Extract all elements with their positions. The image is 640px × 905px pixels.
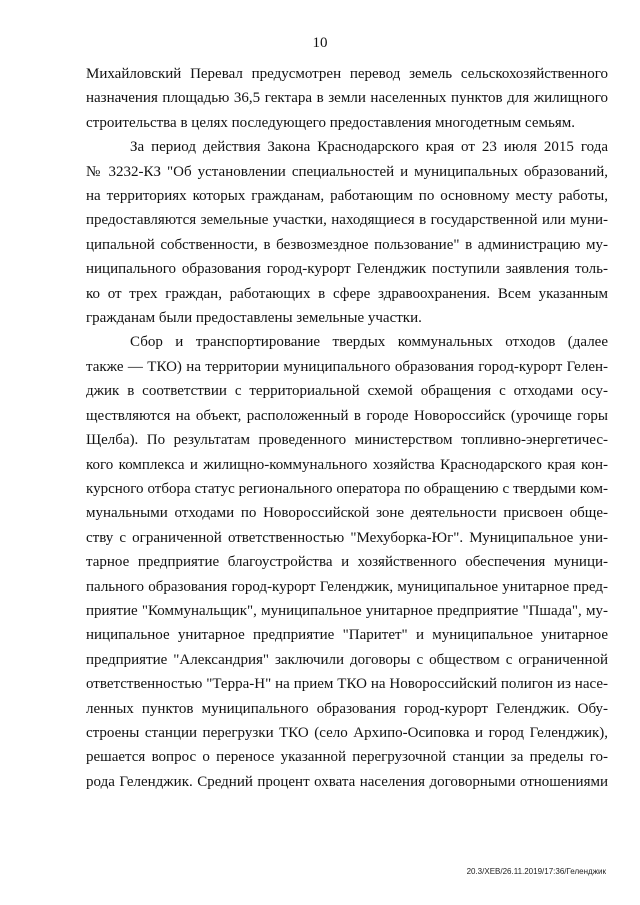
text-line: Щелба). По результатам проведенного министерством топливно-энергетичес- [86,432,608,449]
text-line: на территориях которых гражданам, работающим по основному месту работы, [86,188,608,205]
text-line: джик в соответствии с территориальной схемой обращения с отходами осу- [86,383,608,400]
footer-stamp: 20.3/ХЕВ/26.11.2019/17:36/Геленджик [466,867,606,876]
text-line: пального образования город-курорт Геленджик, муниципальное унитарное пред- [86,578,608,595]
text-line: приятие "Коммунальщик", муниципальное унитарное предприятие "Пшада", му- [86,602,608,619]
text-line: ленных пунктов муниципального образования город-курорт Геленджик. Обу- [86,700,608,717]
text-line: гражданам были предоставлены земельные участки. [86,310,422,327]
text-line: кого комплекса и жилищно-коммунального хозяйства Краснодарского края кон- [86,456,608,473]
text-line: также — ТКО) на территории муниципального образования город-курорт Гелен- [86,358,608,375]
paragraph [86,330,608,794]
text-line: мунальными отходами по Новороссийской зоне деятельности присвоен обще- [86,505,608,522]
text-line: тарное предприятие благоустройства и хозяйственного обеспечения муници- [86,554,608,571]
text-line: ниципальное унитарное предприятие "Паритет" и муниципальное унитарное [86,627,608,644]
text-line: строительства в целях последующего предоставления многодетным семьям. [86,114,576,131]
text-line: предоставляются земельные участки, находящиеся в государственной или муни- [86,212,608,229]
text-line: рода Геленджик. Средний процент охвата населения договорными отношениями [86,773,608,790]
text-line: назначения площадью 36,5 гектара в земли населенных пунктов для жилищного [86,90,608,107]
text-line: строены станции перегрузки ТКО (село Архипо-Осиповка и город Геленджик), [86,724,608,741]
paragraph [86,135,608,330]
text-line: № 3232-КЗ "Об установлении специальностей и муниципальных образований, [86,163,608,180]
text-line: ответственностью "Терра-Н" на прием ТКО на Новороссийский полигон из насе- [86,676,608,693]
text-line: курсного отбора статус регионального оператора по обращению с твердыми ком- [86,480,608,497]
page-number: 10 [312,35,328,51]
text-line: ципальной собственности, в безвозмездное пользование" в администрацию му- [86,236,608,253]
text-line: решается вопрос о переносе указанной перегрузочной станции за пределы го- [86,749,608,766]
text-line: ниципального образования город-курорт Геленджик поступили заявления толь- [86,261,608,278]
text-line: Сбор и транспортирование твердых коммунальных отходов (далее [130,334,608,351]
text-line: За период действия Закона Краснодарского края от 23 июля 2015 года [130,139,608,156]
text-line: ществляются на объект, расположенный в городе Новороссийск (урочище горы [86,407,608,424]
body-text [86,62,608,794]
paragraph [86,62,608,135]
text-line: Михайловский Перевал предусмотрен перевод земель сельскохозяйственного [86,66,608,82]
text-line: ству с ограниченной ответственностью "Мехуборка-Юг". Муниципальное уни- [86,529,608,546]
text-line: ко от трех граждан, работающих в сфере здравоохранения. Всем указанным [86,285,608,302]
text-line: предприятие "Александрия" заключили договоры с обществом с ограниченной [86,651,608,668]
